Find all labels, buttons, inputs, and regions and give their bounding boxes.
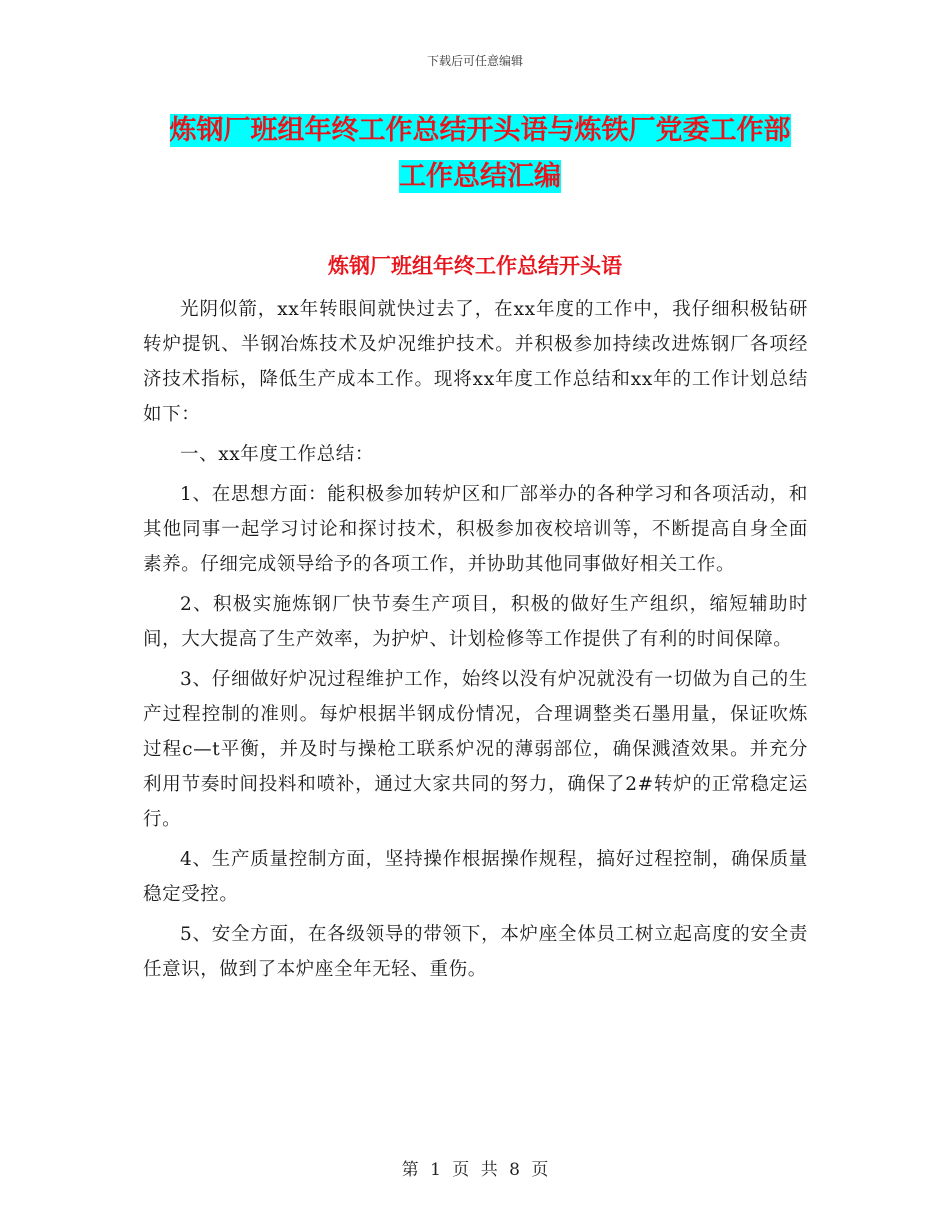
document-title-line-2: 工作总结汇编 xyxy=(399,161,561,192)
paragraph: 4、生产质量控制方面，坚持操作根据操作规程，搞好过程控制，确保质量稳定受控。 xyxy=(143,849,808,905)
document-title-line-1: 炼钢厂班组年终工作总结开头语与炼铁厂党委工作部 xyxy=(169,115,791,146)
paragraph: 1、在思想方面：能积极参加转炉区和厂部举办的各种学习和各项活动，和其他同事一起学习讨论和探讨技术，积极参加夜校培训等，不断提高自身全面素养。仔细完成领导给予的各项工作，并协助其他同事做好相关工作。 xyxy=(143,484,808,575)
page-header-note: 下载后可任意编辑 xyxy=(426,54,523,68)
page-footer-number: 第 1 页 共 8 页 xyxy=(401,1160,549,1180)
document-body xyxy=(143,292,808,992)
paragraph: 3、仔细做好炉况过程维护工作，始终以没有炉况就没有一切做为自己的生产过程控制的准则。每炉根据半钢成份情况，合理调整类石墨用量，保证吹炼过程c—t平衡，并及时与操枪工联系炉况的薄弱部位，确保溅渣效果。并充分利用节奏时间投料和喷补，通过大家共同的努力，确保了2#转炉的正常稳定运行。 xyxy=(143,669,808,830)
document-title xyxy=(140,108,820,200)
paragraph: 一、xx年度工作总结： xyxy=(180,444,374,465)
paragraph: 2、积极实施炼钢厂快节奏生产项目，积极的做好生产组织，缩短辅助时间，大大提高了生产效率，为护炉、计划检修等工作提供了有利的时间保障。 xyxy=(143,594,808,650)
paragraph: 5、安全方面，在各级领导的带领下，本炉座全体员工树立起高度的安全责任意识，做到了本炉座全年无轻、重伤。 xyxy=(143,924,808,980)
section-title: 炼钢厂班组年终工作总结开头语 xyxy=(328,254,622,278)
paragraph: 光阴似箭，xx年转眼间就快过去了，在xx年度的工作中，我仔细积极钻研转炉提钒、半钢冶炼技术及炉况维护技术。并积极参加持续改进炼钢厂各项经济技术指标，降低生产成本工作。现将xx年度工作总结和xx年的工作计划总结如下： xyxy=(143,299,808,425)
